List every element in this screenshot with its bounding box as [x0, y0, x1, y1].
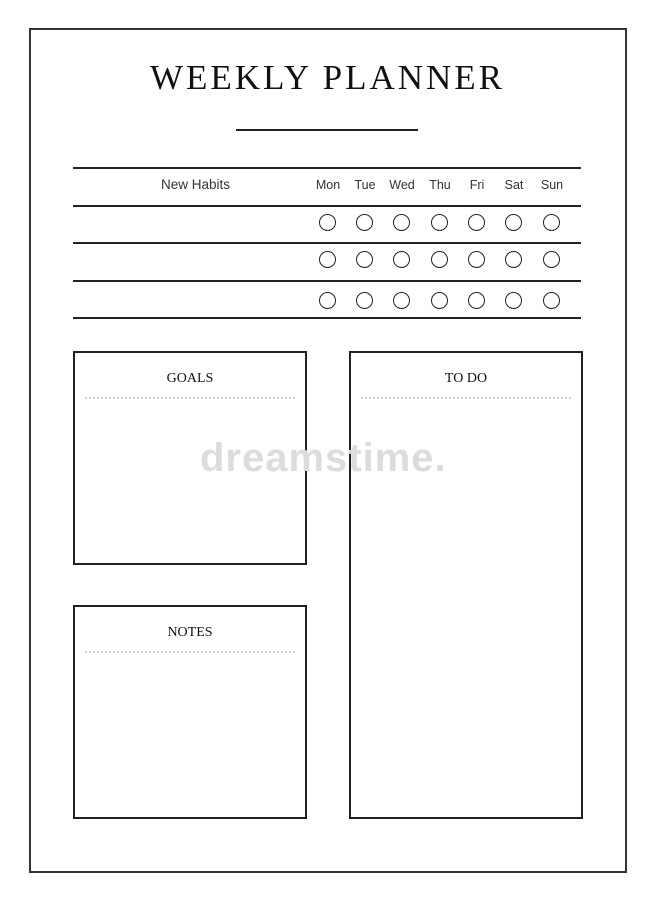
day-label-mon: Mon: [315, 178, 341, 192]
habit-checkbox-sun[interactable]: [543, 251, 560, 268]
habit-checkbox-sat[interactable]: [505, 292, 522, 309]
habit-checkbox-sun[interactable]: [543, 214, 560, 231]
notes-box[interactable]: [73, 605, 307, 819]
habit-checkbox-fri[interactable]: [468, 214, 485, 231]
dotted-line: [361, 397, 571, 399]
habit-checkbox-sun[interactable]: [543, 292, 560, 309]
habit-checkbox-sat[interactable]: [505, 251, 522, 268]
habit-checkbox-fri[interactable]: [468, 292, 485, 309]
watermark: dreamstime.: [200, 436, 447, 480]
day-label-thu: Thu: [429, 178, 451, 192]
day-label-wed: Wed: [389, 178, 415, 192]
day-label-sun: Sun: [540, 178, 564, 192]
habit-checkbox-tue[interactable]: [356, 251, 373, 268]
habit-checkbox-mon[interactable]: [319, 251, 336, 268]
dotted-line: [85, 397, 295, 399]
habit-checkbox-fri[interactable]: [468, 251, 485, 268]
habit-checkbox-thu[interactable]: [431, 214, 448, 231]
day-label-fri: Fri: [469, 178, 485, 192]
divider: [73, 280, 581, 282]
day-label-sat: Sat: [504, 178, 524, 192]
page-title: WEEKLY PLANNER: [149, 58, 506, 97]
dotted-line: [85, 651, 295, 653]
habit-checkbox-wed[interactable]: [393, 251, 410, 268]
habit-checkbox-tue[interactable]: [356, 292, 373, 309]
divider: [73, 317, 581, 319]
todo-box[interactable]: [349, 351, 583, 819]
divider: [73, 242, 581, 244]
habit-checkbox-mon[interactable]: [319, 214, 336, 231]
habit-checkbox-tue[interactable]: [356, 214, 373, 231]
goals-title: GOALS: [166, 371, 214, 386]
habit-checkbox-mon[interactable]: [319, 292, 336, 309]
habit-checkbox-wed[interactable]: [393, 214, 410, 231]
day-label-tue: Tue: [354, 178, 376, 192]
habit-checkbox-wed[interactable]: [393, 292, 410, 309]
divider: [73, 205, 581, 207]
notes-title: NOTES: [167, 625, 213, 640]
todo-title: TO DO: [444, 371, 488, 386]
habit-checkbox-sat[interactable]: [505, 214, 522, 231]
habit-checkbox-thu[interactable]: [431, 251, 448, 268]
habit-checkbox-thu[interactable]: [431, 292, 448, 309]
title-underline: [236, 129, 418, 131]
divider: [73, 167, 581, 169]
habits-header: New Habits: [160, 177, 231, 192]
